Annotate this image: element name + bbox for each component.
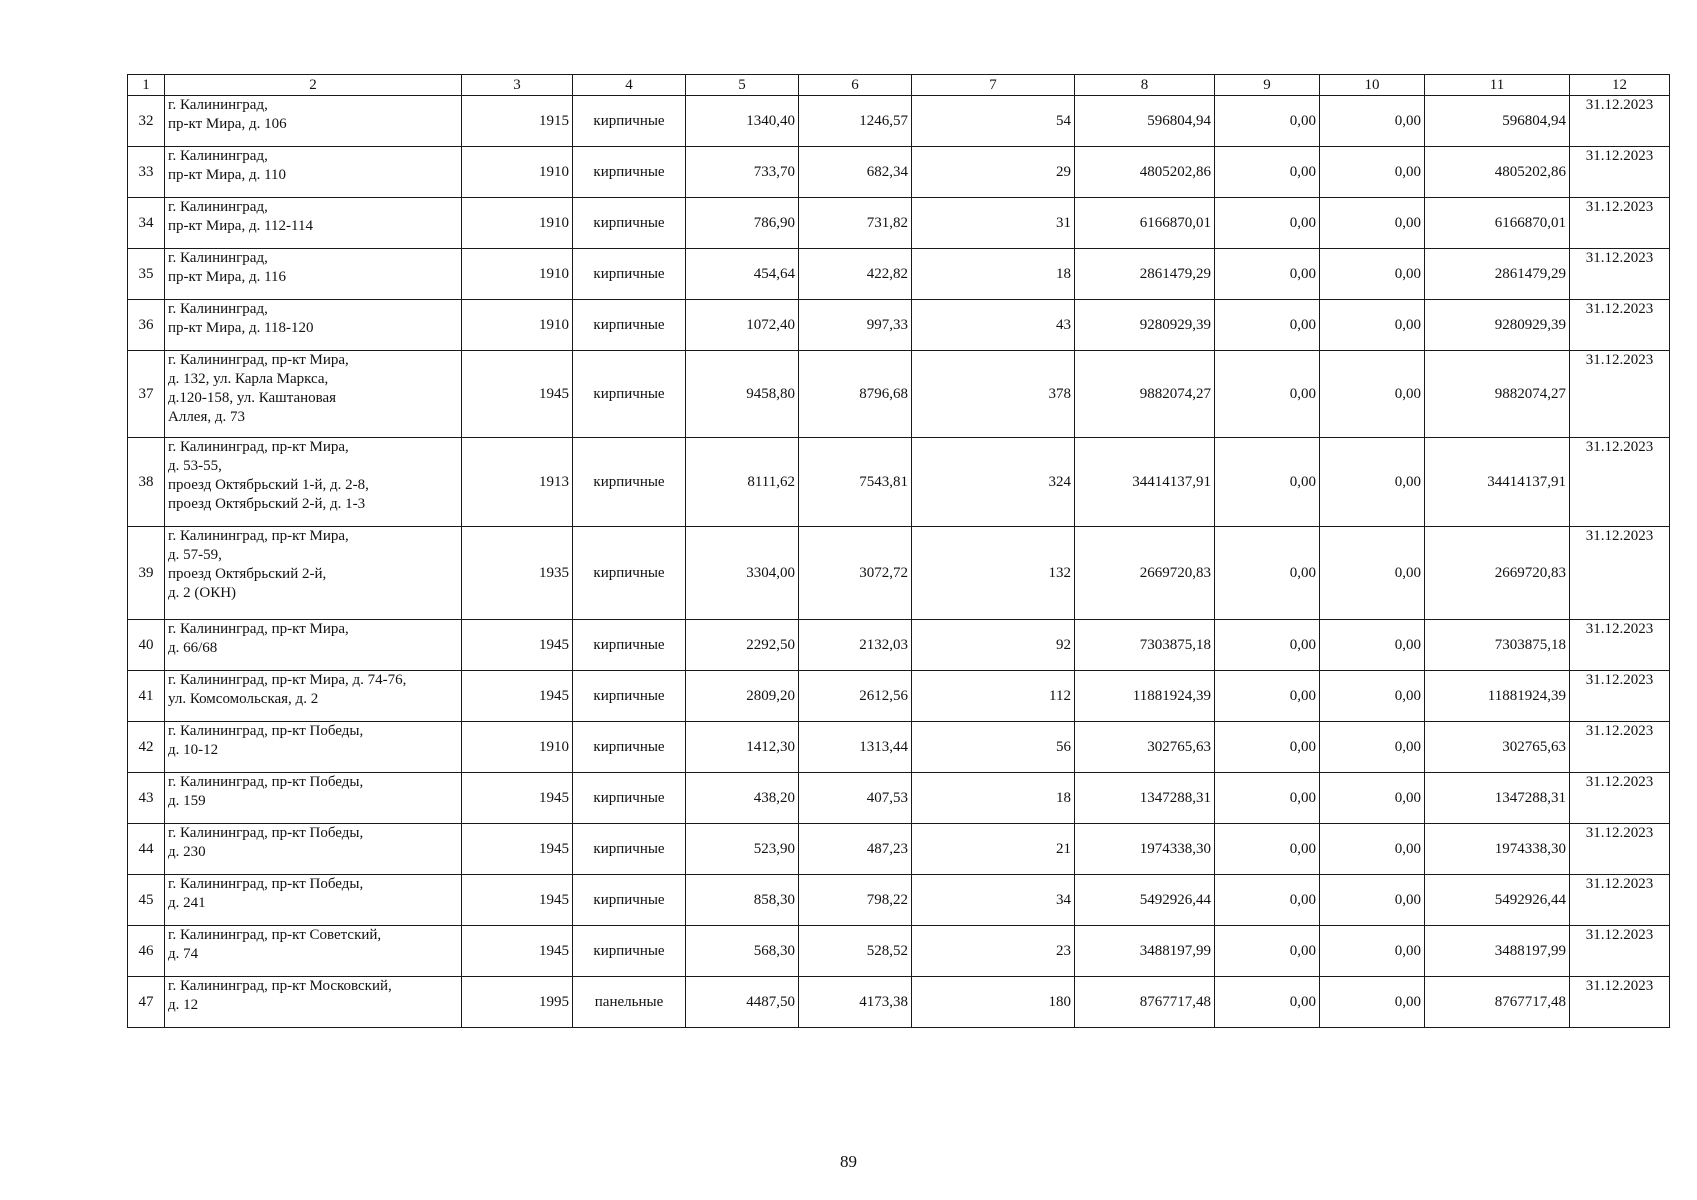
address-line: д. 10-12 [168,742,219,758]
wall-material-cell: кирпичные [573,875,686,926]
address-line: проезд Октябрьский 1-й, д. 2-8, [168,477,369,493]
address-line: г. Калининград, пр-кт Мира, [168,439,349,455]
address-line: г. Калининград, пр-кт Победы, [168,876,364,892]
total-area-cell: 4487,50 [686,977,799,1028]
column-header: 4 [573,75,686,96]
federal-funds-cell: 0,00 [1215,620,1320,671]
address-line: д. 12 [168,997,199,1013]
address-line: проезд Октябрьский 2-й, д. 1-3 [168,496,366,512]
completion-date-cell: 31.12.2023 [1570,438,1670,527]
living-area-cell: 8796,68 [799,351,912,438]
address-line: г. Калининград, [168,97,268,113]
regional-funds-cell: 0,00 [1320,351,1425,438]
address-cell [165,249,462,300]
address-line: г. Калининград, пр-кт Мира, д. 74-76, [168,672,407,688]
regional-funds-cell: 0,00 [1320,198,1425,249]
year-cell: 1945 [462,875,573,926]
federal-funds-cell: 0,00 [1215,824,1320,875]
address-line: г. Калининград, пр-кт Победы, [168,774,364,790]
residents-count-cell: 21 [912,824,1075,875]
row-number: 39 [128,527,165,620]
total-area-cell: 733,70 [686,147,799,198]
total-cost-cell: 596804,94 [1075,96,1215,147]
completion-date-cell: 31.12.2023 [1570,926,1670,977]
total-area-cell: 2292,50 [686,620,799,671]
row-number: 47 [128,977,165,1028]
local-funds-cell: 9280929,39 [1425,300,1570,351]
year-cell: 1910 [462,147,573,198]
wall-material-cell: кирпичные [573,147,686,198]
table-row [128,620,1670,671]
column-header: 10 [1320,75,1425,96]
table-body [128,96,1670,1028]
table-row [128,351,1670,438]
completion-date-cell: 31.12.2023 [1570,527,1670,620]
local-funds-cell: 7303875,18 [1425,620,1570,671]
address-cell [165,671,462,722]
address-line: г. Калининград, пр-кт Победы, [168,723,364,739]
column-header: 7 [912,75,1075,96]
living-area-cell: 3072,72 [799,527,912,620]
year-cell: 1945 [462,671,573,722]
total-cost-cell: 2669720,83 [1075,527,1215,620]
row-number: 40 [128,620,165,671]
table-row [128,147,1670,198]
wall-material-cell: кирпичные [573,96,686,147]
local-funds-cell: 34414137,91 [1425,438,1570,527]
residents-count-cell: 34 [912,875,1075,926]
table-row [128,527,1670,620]
wall-material-cell: кирпичные [573,438,686,527]
completion-date-cell: 31.12.2023 [1570,198,1670,249]
total-cost-cell: 5492926,44 [1075,875,1215,926]
address-cell [165,96,462,147]
living-area-cell: 1246,57 [799,96,912,147]
living-area-cell: 528,52 [799,926,912,977]
address-line: г. Калининград, пр-кт Московский, [168,978,392,994]
address-line: ул. Комсомольская, д. 2 [168,691,319,707]
local-funds-cell: 8767717,48 [1425,977,1570,1028]
regional-funds-cell: 0,00 [1320,824,1425,875]
federal-funds-cell: 0,00 [1215,96,1320,147]
address-line: г. Калининград, [168,199,268,215]
column-header: 11 [1425,75,1570,96]
completion-date-cell: 31.12.2023 [1570,249,1670,300]
row-number: 43 [128,773,165,824]
total-cost-cell: 11881924,39 [1075,671,1215,722]
column-number-header-row [128,75,1670,96]
federal-funds-cell: 0,00 [1215,351,1320,438]
wall-material-cell: кирпичные [573,926,686,977]
residents-count-cell: 18 [912,773,1075,824]
total-cost-cell: 9280929,39 [1075,300,1215,351]
total-cost-cell: 9882074,27 [1075,351,1215,438]
address-line: д.120-158, ул. Каштановая [168,390,337,406]
residents-count-cell: 92 [912,620,1075,671]
local-funds-cell: 11881924,39 [1425,671,1570,722]
residents-count-cell: 23 [912,926,1075,977]
federal-funds-cell: 0,00 [1215,198,1320,249]
total-cost-cell: 7303875,18 [1075,620,1215,671]
residents-count-cell: 324 [912,438,1075,527]
column-header: 1 [128,75,165,96]
residents-count-cell: 378 [912,351,1075,438]
residents-count-cell: 31 [912,198,1075,249]
total-area-cell: 568,30 [686,926,799,977]
residents-count-cell: 180 [912,977,1075,1028]
living-area-cell: 487,23 [799,824,912,875]
wall-material-cell: кирпичные [573,824,686,875]
address-cell [165,926,462,977]
table-row [128,773,1670,824]
total-area-cell: 858,30 [686,875,799,926]
federal-funds-cell: 0,00 [1215,773,1320,824]
total-cost-cell: 302765,63 [1075,722,1215,773]
living-area-cell: 682,34 [799,147,912,198]
completion-date-cell: 31.12.2023 [1570,824,1670,875]
federal-funds-cell: 0,00 [1215,300,1320,351]
year-cell: 1945 [462,620,573,671]
wall-material-cell: кирпичные [573,351,686,438]
column-header: 3 [462,75,573,96]
address-line: д. 74 [168,946,199,962]
completion-date-cell: 31.12.2023 [1570,773,1670,824]
table-row [128,249,1670,300]
address-cell [165,300,462,351]
table-row [128,198,1670,249]
local-funds-cell: 596804,94 [1425,96,1570,147]
address-line: г. Калининград, [168,148,268,164]
regional-funds-cell: 0,00 [1320,722,1425,773]
living-area-cell: 2612,56 [799,671,912,722]
address-line: д. 241 [168,895,206,911]
wall-material-cell: панельные [573,977,686,1028]
table-row [128,671,1670,722]
residents-count-cell: 54 [912,96,1075,147]
year-cell: 1945 [462,773,573,824]
address-line: д. 53-55, [168,458,222,474]
federal-funds-cell: 0,00 [1215,671,1320,722]
regional-funds-cell: 0,00 [1320,977,1425,1028]
regional-funds-cell: 0,00 [1320,671,1425,722]
table-row [128,300,1670,351]
completion-date-cell: 31.12.2023 [1570,875,1670,926]
completion-date-cell: 31.12.2023 [1570,620,1670,671]
federal-funds-cell: 0,00 [1215,875,1320,926]
living-area-cell: 798,22 [799,875,912,926]
living-area-cell: 407,53 [799,773,912,824]
row-number: 36 [128,300,165,351]
regional-funds-cell: 0,00 [1320,438,1425,527]
column-header: 8 [1075,75,1215,96]
address-line: г. Калининград, пр-кт Мира, [168,352,349,368]
row-number: 33 [128,147,165,198]
total-cost-cell: 6166870,01 [1075,198,1215,249]
table-row [128,96,1670,147]
completion-date-cell: 31.12.2023 [1570,671,1670,722]
local-funds-cell: 6166870,01 [1425,198,1570,249]
year-cell: 1910 [462,722,573,773]
address-line: г. Калининград, [168,301,268,317]
row-number: 44 [128,824,165,875]
wall-material-cell: кирпичные [573,773,686,824]
total-area-cell: 1340,40 [686,96,799,147]
address-cell [165,977,462,1028]
wall-material-cell: кирпичные [573,722,686,773]
total-area-cell: 454,64 [686,249,799,300]
federal-funds-cell: 0,00 [1215,249,1320,300]
local-funds-cell: 1974338,30 [1425,824,1570,875]
residents-count-cell: 112 [912,671,1075,722]
address-line: пр-кт Мира, д. 116 [168,269,287,285]
column-header: 12 [1570,75,1670,96]
local-funds-cell: 2861479,29 [1425,249,1570,300]
local-funds-cell: 4805202,86 [1425,147,1570,198]
column-header: 2 [165,75,462,96]
column-header: 6 [799,75,912,96]
address-line: д. 132, ул. Карла Маркса, [168,371,329,387]
address-cell [165,527,462,620]
total-area-cell: 2809,20 [686,671,799,722]
address-line: пр-кт Мира, д. 106 [168,116,287,132]
living-area-cell: 997,33 [799,300,912,351]
completion-date-cell: 31.12.2023 [1570,300,1670,351]
wall-material-cell: кирпичные [573,620,686,671]
row-number: 42 [128,722,165,773]
address-line: д. 230 [168,844,206,860]
federal-funds-cell: 0,00 [1215,722,1320,773]
table-row [128,977,1670,1028]
wall-material-cell: кирпичные [573,527,686,620]
local-funds-cell: 302765,63 [1425,722,1570,773]
federal-funds-cell: 0,00 [1215,977,1320,1028]
address-cell [165,438,462,527]
address-cell [165,620,462,671]
total-area-cell: 3304,00 [686,527,799,620]
table-row [128,875,1670,926]
local-funds-cell: 2669720,83 [1425,527,1570,620]
table-row [128,824,1670,875]
total-cost-cell: 1974338,30 [1075,824,1215,875]
local-funds-cell: 3488197,99 [1425,926,1570,977]
total-area-cell: 438,20 [686,773,799,824]
regional-funds-cell: 0,00 [1320,249,1425,300]
residents-count-cell: 132 [912,527,1075,620]
wall-material-cell: кирпичные [573,249,686,300]
living-area-cell: 4173,38 [799,977,912,1028]
address-line: г. Калининград, пр-кт Мира, [168,621,349,637]
living-area-cell: 1313,44 [799,722,912,773]
residents-count-cell: 18 [912,249,1075,300]
column-header: 5 [686,75,799,96]
address-line: Аллея, д. 73 [168,409,245,425]
total-area-cell: 1072,40 [686,300,799,351]
local-funds-cell: 5492926,44 [1425,875,1570,926]
wall-material-cell: кирпичные [573,671,686,722]
year-cell: 1915 [462,96,573,147]
total-area-cell: 786,90 [686,198,799,249]
table-row [128,926,1670,977]
completion-date-cell: 31.12.2023 [1570,722,1670,773]
federal-funds-cell: 0,00 [1215,527,1320,620]
wall-material-cell: кирпичные [573,198,686,249]
year-cell: 1935 [462,527,573,620]
residents-count-cell: 43 [912,300,1075,351]
row-number: 34 [128,198,165,249]
year-cell: 1910 [462,198,573,249]
year-cell: 1910 [462,249,573,300]
page-number: 89 [840,1152,857,1171]
address-line: пр-кт Мира, д. 118-120 [168,320,314,336]
completion-date-cell: 31.12.2023 [1570,351,1670,438]
address-cell [165,147,462,198]
address-line: г. Калининград, пр-кт Советский, [168,927,382,943]
federal-funds-cell: 0,00 [1215,438,1320,527]
total-area-cell: 523,90 [686,824,799,875]
completion-date-cell: 31.12.2023 [1570,96,1670,147]
address-cell [165,824,462,875]
total-cost-cell: 34414137,91 [1075,438,1215,527]
year-cell: 1910 [462,300,573,351]
row-number: 45 [128,875,165,926]
row-number: 37 [128,351,165,438]
address-line: пр-кт Мира, д. 112-114 [168,218,313,234]
total-cost-cell: 4805202,86 [1075,147,1215,198]
housing-register-table [127,74,1670,1028]
address-line: д. 2 (ОКН) [168,585,237,601]
regional-funds-cell: 0,00 [1320,300,1425,351]
year-cell: 1913 [462,438,573,527]
residents-count-cell: 56 [912,722,1075,773]
federal-funds-cell: 0,00 [1215,926,1320,977]
address-line: д. 57-59, [168,547,222,563]
regional-funds-cell: 0,00 [1320,875,1425,926]
table-row [128,722,1670,773]
address-line: д. 66/68 [168,640,218,656]
year-cell: 1945 [462,824,573,875]
row-number: 38 [128,438,165,527]
wall-material-cell: кирпичные [573,300,686,351]
address-cell [165,722,462,773]
address-cell [165,773,462,824]
regional-funds-cell: 0,00 [1320,527,1425,620]
total-cost-cell: 3488197,99 [1075,926,1215,977]
total-area-cell: 8111,62 [686,438,799,527]
address-line: г. Калининград, пр-кт Мира, [168,528,349,544]
address-line: г. Калининград, пр-кт Победы, [168,825,364,841]
address-line: проезд Октябрьский 2-й, [168,566,327,582]
year-cell: 1995 [462,977,573,1028]
row-number: 32 [128,96,165,147]
year-cell: 1945 [462,926,573,977]
completion-date-cell: 31.12.2023 [1570,147,1670,198]
living-area-cell: 2132,03 [799,620,912,671]
federal-funds-cell: 0,00 [1215,147,1320,198]
address-line: д. 159 [168,793,206,809]
total-cost-cell: 1347288,31 [1075,773,1215,824]
regional-funds-cell: 0,00 [1320,96,1425,147]
row-number: 46 [128,926,165,977]
residents-count-cell: 29 [912,147,1075,198]
local-funds-cell: 9882074,27 [1425,351,1570,438]
living-area-cell: 731,82 [799,198,912,249]
total-cost-cell: 8767717,48 [1075,977,1215,1028]
row-number: 35 [128,249,165,300]
local-funds-cell: 1347288,31 [1425,773,1570,824]
address-cell [165,198,462,249]
regional-funds-cell: 0,00 [1320,147,1425,198]
column-header: 9 [1215,75,1320,96]
total-area-cell: 9458,80 [686,351,799,438]
address-line: г. Калининград, [168,250,268,266]
row-number: 41 [128,671,165,722]
table-row [128,438,1670,527]
completion-date-cell: 31.12.2023 [1570,977,1670,1028]
address-cell [165,875,462,926]
total-cost-cell: 2861479,29 [1075,249,1215,300]
regional-funds-cell: 0,00 [1320,926,1425,977]
regional-funds-cell: 0,00 [1320,773,1425,824]
living-area-cell: 7543,81 [799,438,912,527]
address-line: пр-кт Мира, д. 110 [168,167,287,183]
living-area-cell: 422,82 [799,249,912,300]
total-area-cell: 1412,30 [686,722,799,773]
address-cell [165,351,462,438]
year-cell: 1945 [462,351,573,438]
regional-funds-cell: 0,00 [1320,620,1425,671]
